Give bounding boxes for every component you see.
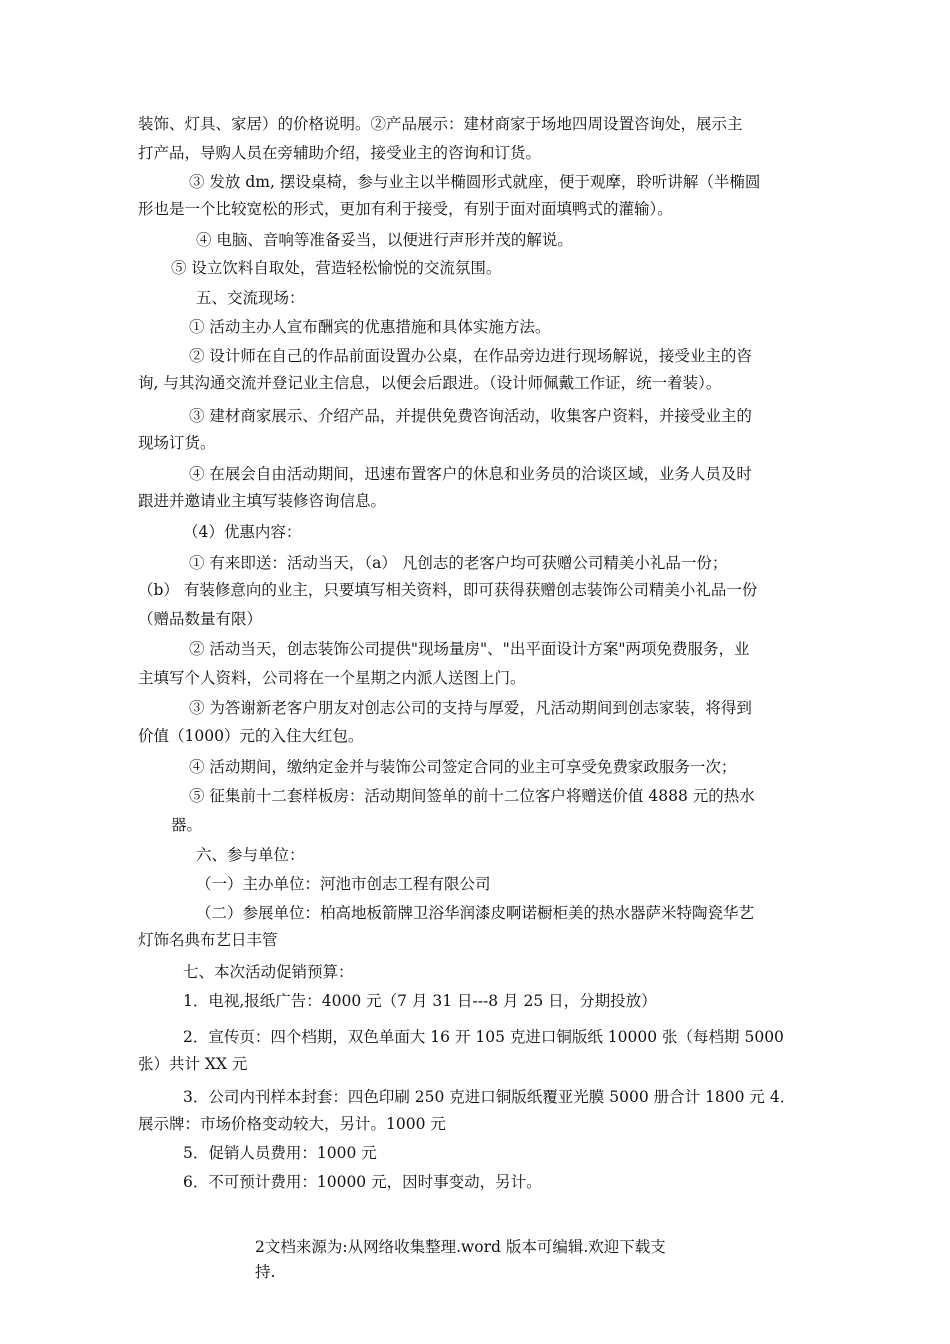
text-line: ⑤ 设立饮料自取处，营造轻松愉悦的交流氛围。 [171,259,502,277]
text-line: （二）参展单位：柏高地板箭牌卫浴华润漆皮啊诺橱柜美的热水器萨米特陶瓷华艺 [196,904,755,922]
subsection-heading: （4）优惠内容： [183,523,302,541]
text-line: ② 设计师在自己的作品前面设置办公桌，在作品旁边进行现场解说，接受业主的咨 [189,347,752,365]
text-line: ⑤ 征集前十二套样板房：活动期间签单的前十二位客户将赠送价值 4888 元的热水 [189,787,755,805]
text-line: ③ 建材商家展示、介绍产品，并提供免费咨询活动，收集客户资料，并接受业主的 [189,407,752,425]
section-heading: 五、交流现场： [196,289,305,307]
budget-line: 6．不可预计费用：10000 元，因时事变动，另计。 [183,1173,542,1191]
text-line: （b） 有装修意向的业主，只要填写相关资料，即可获得获赠创志装饰公司精美小礼品一份 [138,581,758,599]
text-line: 价值（1000）元的入住大红包。 [138,727,364,745]
budget-line: 1．电视,报纸广告：4000 元（7 月 31 日---8 月 25 日，分期投放） [183,992,657,1010]
text-line: （一）主办单位：河池市创志工程有限公司 [196,875,491,893]
text-line: 器。 [171,816,203,834]
budget-line: 2．宣传页：四个档期，双色单面大 16 开 105 克进口铜版纸 10000 张（每档期 5000 [183,1028,784,1046]
text-line: ④ 活动期间，缴纳定金并与装饰公司签定合同的业主可享受免费家政服务一次； [189,758,737,776]
text-line: 询, 与其沟通交流并登记业主信息，以便会后跟进。（设计师佩戴工作证，统一着装）。 [138,374,722,392]
text-line: ④ 电脑、音响等准备妥当，以便进行声形并茂的解说。 [196,231,573,249]
budget-line: 5．促销人员费用：1000 元 [183,1144,377,1162]
text-line: 现场订货。 [138,434,216,452]
text-line: 跟进并邀请业主填写装修咨询信息。 [138,492,387,510]
text-line: 灯饰名典布艺日丰管 [138,931,278,949]
text-line: ③ 发放 dm, 摆设桌椅，参与业主以半椭圆形式就座，便于观摩，聆听讲解（半椭圆 [189,173,761,191]
text-line: ④ 在展会自由活动期间，迅速布置客户的休息和业务员的洽谈区域，业务人员及时 [189,465,752,483]
budget-line: 展示牌：市场价格变动较大，另计。1000 元 [138,1115,446,1133]
text-line: 主填写个人资料，公司将在一个星期之内派人送图上门。 [138,669,526,687]
text-line: ① 有来即送：活动当天，（a） 凡创志的老客户均可获赠公司精美小礼品一份； [189,554,728,572]
footer-note-line1: 2文档来源为:从网络收集整理.word 版本可编辑.欢迎下载支 [255,1238,666,1256]
text-line: 装饰、灯具、家居）的价格说明。②产品展示：建材商家于场地四周设置咨询处，展示主 [138,115,743,133]
budget-line: 3．公司内刊样本封套：四色印刷 250 克进口铜版纸覆亚光膜 5000 册合计 1800 元 4． [183,1088,796,1106]
section-heading: 七、本次活动促销预算： [183,963,354,981]
footer-note-line2: 持. [255,1263,276,1281]
text-line: ③ 为答谢新老客户朋友对创志公司的支持与厚爱，凡活动期间到创志家装，将得到 [189,699,752,717]
text-line: ① 活动主办人宣布酬宾的优惠措施和具体实施方法。 [189,318,551,336]
text-line: ② 活动当天，创志装饰公司提供"现场量房"、"出平面设计方案"两项免费服务，业 [189,640,750,658]
text-line: 形也是一个比较宽松的形式，更加有利于接受，有别于面对面填鸭式的灌输）。 [138,200,673,218]
text-line: （赠品数量有限） [138,610,263,628]
budget-line: 张）共计 XX 元 [138,1055,248,1073]
section-heading: 六、参与单位： [196,846,305,864]
text-line: 打产品，导购人员在旁辅助介绍，接受业主的咨询和订货。 [138,144,542,162]
